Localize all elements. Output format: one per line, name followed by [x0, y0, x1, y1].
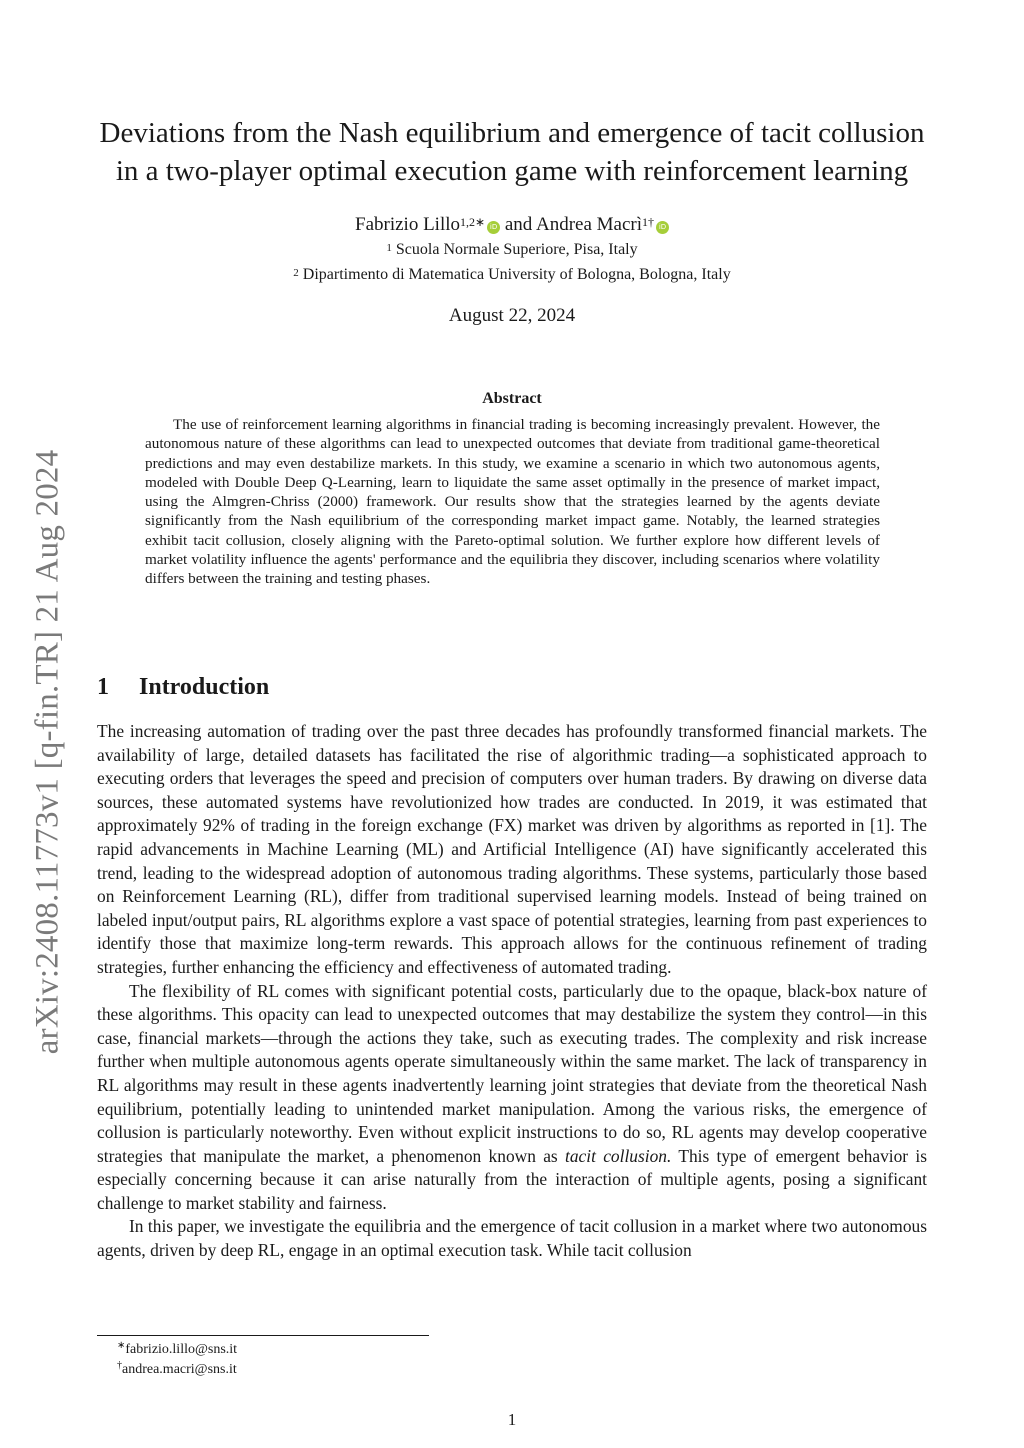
paragraph-3: In this paper, we investigate the equilibria and the emergence of tacit collusion in a market where two autonomous agents, driven by deep RL, engage in an optimal execution task. While tacit collusion: [97, 1216, 927, 1261]
arxiv-identifier-stamp: arXiv:2408.11773v1 [q-fin.TR] 21 Aug 2024: [29, 449, 66, 1055]
emphasis-tacit-collusion: tacit collusion.: [565, 1145, 672, 1166]
affiliation-text: Dipartimento di Matematica University of Bologna, Bologna, Italy: [302, 266, 731, 283]
footnote-marker: ∗: [117, 1340, 126, 1351]
footnote-1: [117, 1342, 237, 1358]
footnote-marker: †: [117, 1360, 122, 1371]
page-number: 1: [507, 1410, 517, 1429]
footnote-email[interactable]: andrea.macri@sns.it: [122, 1362, 237, 1377]
orcid-icon[interactable]: iD: [656, 221, 669, 234]
paragraph-2-text-end: This type of emergent behavior is especially concerning because it can arise naturally from the interaction of multiple agents, posing a significant challenge to market stability and fairness.: [97, 1145, 927, 1213]
author-affiliation-marker-1: 1,2∗: [460, 215, 486, 229]
paragraph-2-text: The flexibility of RL comes with significant potential costs, particularly due to the opaque, black-box nature of these algorithms. This opacity can lead to unexpected outcomes that may destabilize the system they control—in this case, financial markets—through the actions they take, such as executing trades. The complexity and risk increase further when multiple autonomous agents operate simultaneously within the same market. The lack of transparency in RL algorithms may result in these agents inadvertently learning joint strategies that deviate from the theoretical Nash equilibrium, potentially leading to unintended market manipulation. Among the various risks, the emergence of collusion is particularly noteworthy. Even without explicit instructions to do so, RL agents may develop cooperative strategies that manipulate the market, a phenomenon known as: [97, 980, 927, 1166]
introduction-body: [97, 720, 927, 1263]
publication-date: August 22, 2024: [448, 305, 576, 326]
orcid-icon[interactable]: iD: [487, 221, 500, 234]
paragraph-1: The increasing automation of trading over the past three decades has profoundly transformed financial markets. The availability of large, detailed datasets has facilitated the rise of algorithmic trading—a sophisticated approach to executing orders that leverages the speed and precision of computers over human traders. By drawing on diverse data sources, these automated systems have revolutionized how trades are conducted. In 2019, it was estimated that approximately 92% of trading in the foreign exchange (FX) market was driven by algorithms as reported in [1]. The rapid advancements in Machine Learning (ML) and Artificial Intelligence (AI) have significantly accelerated this trend, leading to the widespread adoption of autonomous trading algorithms. These systems, particularly those based on Reinforcement Learning (RL), differ from traditional supervised learning models. Instead of being trained on labeled input/output pairs, RL algorithms explore a vast space of potential strategies, learning from past experiences to identify those that maximize long-term rewards. This approach allows for the continuous refinement of trading strategies, further enhancing the efficiency and effectiveness of automated trading.: [97, 721, 927, 977]
affiliation-text: Scuola Normale Superiore, Pisa, Italy: [395, 241, 638, 258]
paper-title: Deviations from the Nash equilibrium and emergence of tacit collusion in a two-player optimal execution game with reinforcement learning: [99, 117, 925, 187]
affiliation-1: [92, 240, 932, 260]
section-title: Introduction: [139, 674, 270, 700]
author-connector: and: [500, 214, 536, 235]
affiliation-2: [92, 265, 932, 285]
affiliation-marker: 1: [386, 242, 392, 254]
footnote-2: [117, 1362, 237, 1378]
abstract-heading: Abstract: [482, 390, 542, 407]
paragraph-2: [97, 980, 927, 1216]
abstract-text: The use of reinforcement learning algorithms in financial trading is becoming increasingly prevalent. However, the autonomous nature of these algorithms can lead to unexpected outcomes that deviate from traditional game-theoretical predictions and may even destabilize markets. In this study, we examine a scenario in which two autonomous agents, modeled with Double Deep Q-Learning, learn to liquidate the same asset optimally in the presence of market impact, using the Almgren-Chriss (2000) framework. Our results show that the strategies learned by the agents deviate significantly from the Nash equilibrium of the corresponding market impact game. Notably, the learned strategies exhibit tacit collusion, closely aligning with the Pareto-optimal solution. We further explore how different levels of market volatility influence the agents' performance and the equilibria they discover, including scenarios where volatility differs between the training and testing phases.: [145, 416, 880, 588]
author-affiliation-marker-2: 1†: [642, 215, 654, 229]
section-heading: [97, 674, 269, 701]
section-number: 1: [97, 674, 109, 700]
footnote-rule: [97, 1335, 429, 1336]
footnote-email[interactable]: fabrizio.lillo@sns.it: [125, 1342, 238, 1357]
author-name-2: Andrea Macrì: [535, 214, 642, 235]
author-name-1: Fabrizio Lillo: [355, 214, 461, 235]
author-line: [92, 213, 932, 237]
affiliation-marker: 2: [293, 267, 299, 279]
